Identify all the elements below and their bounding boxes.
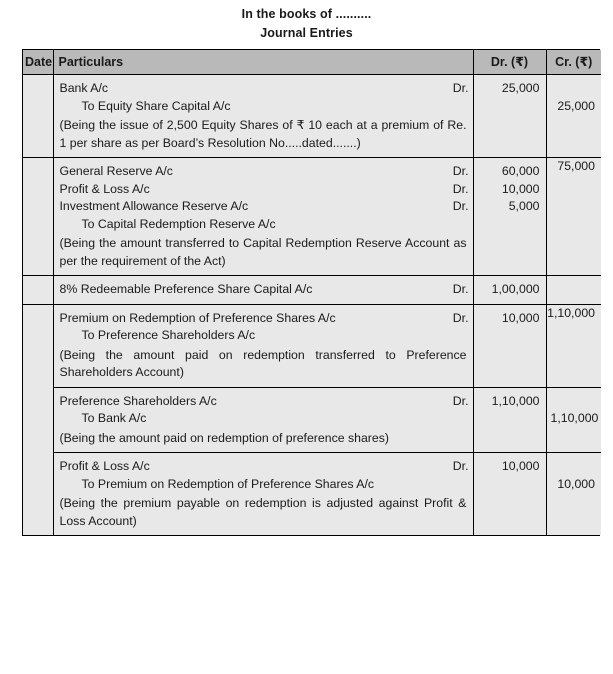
- credit-amount: 1,10,000: [547, 305, 595, 320]
- account-name: Profit & Loss A/c: [59, 459, 150, 473]
- dr-tag: Dr.: [452, 393, 469, 408]
- date-cell-entry-1: [23, 75, 53, 158]
- header-row: [23, 50, 601, 75]
- column-header-particulars: Particulars: [53, 50, 473, 75]
- account-name: 8% Redeemable Preference Share Capital A/c: [59, 282, 313, 296]
- account-name: General Reserve A/c: [59, 164, 173, 178]
- debit-line: [54, 393, 473, 411]
- particulars-cell-entry-6: [53, 453, 473, 536]
- credit-cell-entry-5: [546, 387, 601, 453]
- dr-tag: Dr.: [452, 310, 469, 325]
- dr-tag: Dr.: [452, 164, 469, 178]
- debit-line: [54, 80, 473, 98]
- dr-tag: Dr.: [452, 81, 469, 95]
- entry-block-1: [54, 75, 473, 157]
- credit-cell-entry-2: [546, 158, 601, 276]
- account-name: To Premium on Redemption of Preference Shares A/c: [81, 476, 375, 491]
- debit-amount: 10,000: [501, 310, 540, 325]
- account-name: To Equity Share Capital A/c: [81, 98, 231, 113]
- dr-tag: Dr.: [452, 459, 469, 473]
- debit-cell-entry-2: [473, 158, 546, 276]
- credit-line: [54, 476, 473, 494]
- narration: (Being the amount paid on redemption of preference shares): [59, 430, 389, 445]
- debit-amount: 5,000: [508, 199, 540, 213]
- table-header: [23, 50, 601, 75]
- debit-amount: 1,10,000: [491, 393, 540, 408]
- account-name: Bank A/c: [59, 81, 109, 95]
- table-row: [23, 276, 601, 305]
- narration: (Being the amount paid on redemption transferred to Preference Shareholders Account): [59, 347, 467, 379]
- debit-amount: 1,00,000: [491, 282, 540, 296]
- date-cell-entry-4: [23, 304, 53, 387]
- entry-block-5: [54, 388, 473, 453]
- credit-cell-entry-3: [546, 276, 601, 305]
- entry-block-2: [54, 158, 473, 275]
- dr-tag: Dr.: [452, 282, 469, 296]
- account-name: To Capital Redemption Reserve A/c: [81, 216, 276, 231]
- credit-cell-entry-1: [546, 75, 601, 158]
- table-row: [23, 304, 601, 387]
- column-header-date: Date: [23, 50, 53, 75]
- debit-amount: 10,000: [501, 459, 540, 473]
- particulars-cell-entry-5: [53, 387, 473, 453]
- account-name: Preference Shareholders A/c: [59, 393, 217, 408]
- dr-tag: Dr.: [452, 199, 469, 213]
- credit-cell-entry-6: [546, 453, 601, 536]
- dr-tag: Dr.: [452, 181, 469, 196]
- credit-amount: 1,10,000: [550, 411, 599, 425]
- column-header-debit: Dr. (₹): [473, 50, 546, 75]
- particulars-cell-entry-1: [53, 75, 473, 158]
- entry-block-4: [54, 305, 473, 387]
- account-name: To Bank A/c: [81, 411, 147, 425]
- date-cell-entry-5: [23, 387, 53, 453]
- page-title: Journal Entries: [260, 26, 353, 40]
- date-cell-entry-2: [23, 158, 53, 276]
- debit-cell-entry-1: [473, 75, 546, 158]
- credit-line: [54, 327, 473, 345]
- credit-amount: 25,000: [557, 98, 595, 113]
- credit-line: [54, 216, 473, 234]
- table-row: [23, 158, 601, 276]
- credit-amount: 10,000: [557, 476, 595, 491]
- debit-cell-entry-3: [473, 276, 546, 305]
- table-row: [23, 387, 601, 453]
- credit-amount: 75,000: [557, 159, 595, 173]
- debit-line: [54, 458, 473, 476]
- entry-block-6: [54, 453, 473, 535]
- debit-amount: 25,000: [501, 81, 540, 95]
- particulars-cell-entry-2: [53, 158, 473, 276]
- column-header-credit: Cr. (₹): [546, 50, 601, 75]
- credit-line: [54, 98, 473, 116]
- table-row: [23, 453, 601, 536]
- account-name: Premium on Redemption of Preference Shares A/c: [59, 310, 336, 325]
- journal-table-container: [22, 49, 600, 536]
- table-row: [23, 75, 601, 158]
- particulars-cell-entry-4: [53, 304, 473, 387]
- debit-line: [54, 181, 473, 199]
- debit-amount: 10,000: [501, 181, 540, 196]
- debit-cell-entry-6: [473, 453, 546, 536]
- credit-amount-spacer: [547, 453, 602, 476]
- debit-cell-entry-4: [473, 304, 546, 387]
- table-body: [23, 75, 601, 536]
- debit-line: [54, 281, 473, 299]
- narration: (Being the premium payable on redemption is adjusted against Profit & Loss Account): [59, 496, 467, 528]
- page-heading: [0, 0, 613, 43]
- account-name: To Preference Shareholders A/c: [81, 328, 256, 342]
- credit-amount-spacer: [547, 388, 602, 411]
- date-cell-entry-6: [23, 453, 53, 536]
- particulars-cell-entry-3: [53, 276, 473, 305]
- account-name: Investment Allowance Reserve A/c: [59, 199, 249, 213]
- debit-line: [54, 310, 473, 328]
- entry-block-3: [54, 276, 473, 304]
- date-cell-entry-3: [23, 276, 53, 305]
- narration: (Being the amount transferred to Capital Redemption Reserve Account as per the requirement of the Act): [59, 236, 467, 268]
- credit-amount-spacer: [547, 75, 602, 98]
- journal-table: [23, 50, 601, 535]
- debit-line: [54, 198, 473, 216]
- debit-line: [54, 163, 473, 181]
- books-of-title: In the books of ..........: [241, 7, 372, 21]
- credit-line: [54, 410, 473, 428]
- debit-cell-entry-5: [473, 387, 546, 453]
- credit-cell-entry-4: [546, 304, 601, 387]
- debit-amount: 60,000: [501, 164, 540, 178]
- account-name: Profit & Loss A/c: [59, 181, 150, 196]
- narration: (Being the issue of 2,500 Equity Shares of ₹ 10 each at a premium of Re. 1 per share as per Board’s Resolution No.....dated.......): [59, 118, 467, 150]
